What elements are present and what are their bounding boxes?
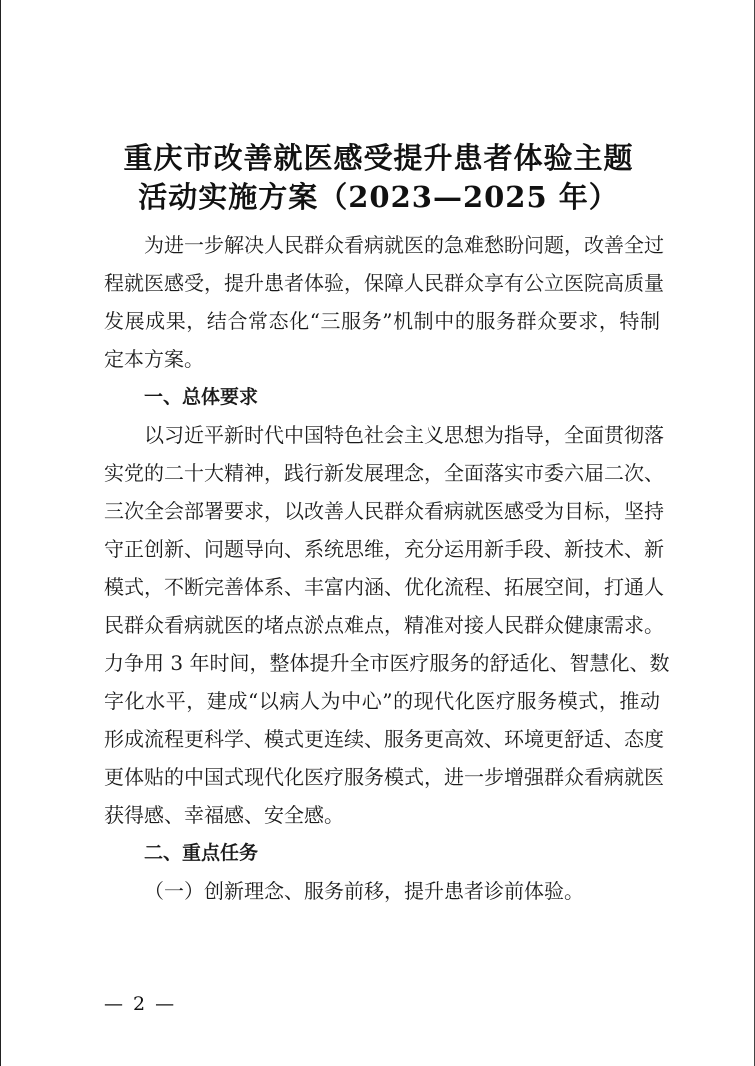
paragraph-line: 定本方案。 (104, 347, 204, 371)
paragraph-line: 守正创新、问题导向、系统思维，充分运用新手段、新技术、新 (104, 537, 664, 561)
document-title-line-1: 重庆市改善就医感受提升患者体验主题 (123, 141, 634, 175)
paragraph-line: 获得感、幸福感、安全感。 (104, 803, 344, 827)
paragraph-line: 实党的二十大精神，践行新发展理念，全面落实市委六届二次、 (104, 461, 664, 485)
page-number: — 2 — (104, 993, 177, 1015)
paragraph-line: 程就医感受，提升患者体验，保障人民群众享有公立医院高质量 (104, 271, 664, 295)
paragraph-line: 民群众看病就医的堵点淤点难点，精准对接人民群众健康需求。 (104, 613, 664, 637)
paragraph-line: 更体贴的中国式现代化医疗服务模式，进一步增强群众看病就医 (104, 765, 664, 789)
paragraph-line: 形成流程更科学、模式更连续、服务更高效、环境更舒适、态度 (104, 727, 664, 751)
paragraph-line: 以习近平新时代中国特色社会主义思想为指导，全面贯彻落 (144, 423, 664, 447)
paragraph-line: 模式，不断完善体系、丰富内涵、优化流程、拓展空间，打通人 (104, 575, 664, 599)
section-heading-2: 二、重点任务 (144, 842, 259, 864)
paragraph-line: 字化水平，建成“以病人为中心”的现代化医疗服务模式，推动 (104, 689, 660, 713)
subsection-heading: （一）创新理念、服务前移，提升患者诊前体验。 (144, 879, 584, 903)
paragraph-line: 力争用 3 年时间，整体提升全市医疗服务的舒适化、智慧化、数 (104, 651, 670, 675)
paragraph-line: 发展成果，结合常态化“三服务”机制中的服务群众要求，特制 (104, 309, 660, 333)
paragraph-line: 三次全会部署要求，以改善人民群众看病就医感受为目标，坚持 (104, 499, 664, 523)
section-heading-1: 一、总体要求 (144, 386, 259, 408)
paragraph-line: 为进一步解决人民群众看病就医的急难愁盼问题，改善全过 (144, 233, 664, 257)
document-title-line-2: 活动实施方案（2023—2025 年） (138, 180, 619, 214)
